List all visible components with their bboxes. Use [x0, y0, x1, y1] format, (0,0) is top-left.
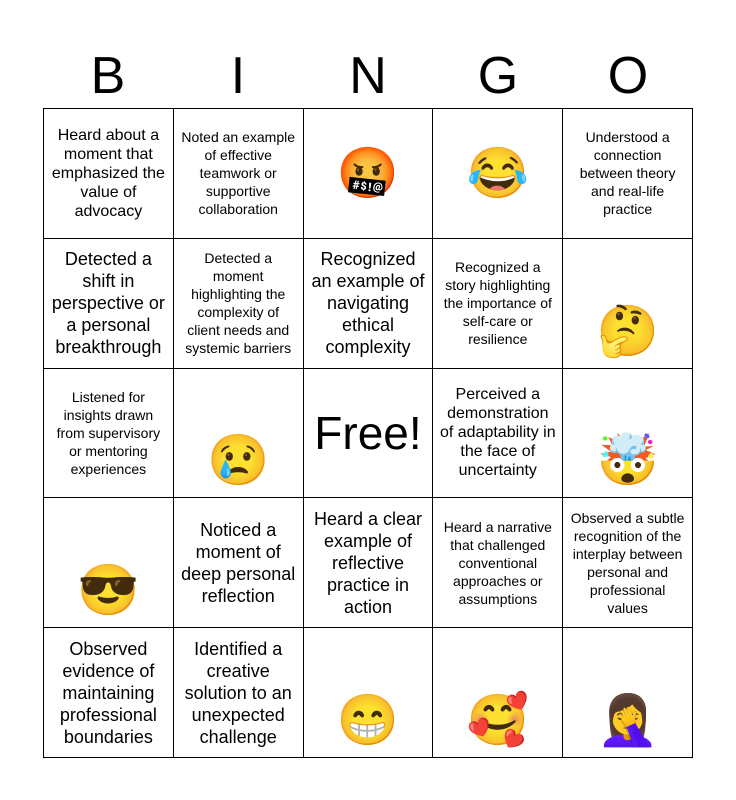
bingo-header — [43, 44, 693, 108]
bingo-cell[interactable] — [563, 109, 693, 239]
header-letter-i: I — [230, 47, 246, 105]
facepalm-icon: 🤦‍♀️ — [596, 692, 659, 748]
cursing-face-icon: 🤬 — [336, 145, 400, 202]
bingo-cell[interactable] — [174, 498, 304, 628]
tears-of-joy-icon: 😂 — [466, 145, 529, 202]
bingo-cell-label: Identified a creative solution to an unexpected challenge — [184, 638, 292, 747]
bingo-cell[interactable] — [433, 369, 563, 499]
bingo-cell-label: Observed a subtle recognition of the interplay between personal and professional values — [570, 509, 685, 616]
bingo-cell[interactable] — [174, 628, 304, 758]
bingo-cell[interactable] — [44, 369, 174, 499]
bingo-cell-label: Observed evidence of maintaining professional boundaries — [59, 638, 157, 747]
bingo-cell-label: Noticed a moment of deep personal reflection — [181, 519, 296, 606]
bingo-cell-label: Perceived a demonstration of adaptability in the face of uncertainty — [439, 386, 556, 480]
smiling-face-hearts-icon: 🥰 — [466, 692, 529, 748]
sunglasses-face-icon: 😎 — [77, 562, 140, 619]
bingo-cell-emoji[interactable] — [304, 628, 434, 758]
bingo-cell-label: Listened for insights drawn from supervisory or mentoring experiences — [56, 388, 161, 477]
bingo-cell[interactable] — [44, 628, 174, 758]
bingo-cell-emoji[interactable] — [304, 109, 434, 239]
bingo-cell-free[interactable] — [304, 369, 434, 499]
bingo-cell[interactable] — [44, 239, 174, 369]
bingo-cell[interactable] — [433, 498, 563, 628]
bingo-cell-emoji[interactable] — [433, 628, 563, 758]
bingo-cell[interactable] — [44, 109, 174, 239]
bingo-cell-label: Recognized a story highlighting the importance of self-care or resilience — [443, 259, 552, 348]
header-letter-o: O — [607, 47, 649, 105]
header-letter-b: B — [90, 47, 126, 105]
bingo-cell[interactable] — [174, 239, 304, 369]
grinning-face-icon: 😁 — [336, 692, 400, 748]
bingo-cell-label: Noted an example of effective teamwork or supportive collaboration — [181, 129, 296, 218]
bingo-cell[interactable] — [433, 239, 563, 369]
thinking-face-icon: 🤔 — [596, 302, 659, 359]
bingo-cell-emoji[interactable] — [563, 239, 693, 369]
bingo-cell[interactable] — [304, 239, 434, 369]
bingo-cell-label: Heard a clear example of reflective practice in action — [313, 508, 423, 617]
header-letter-g: G — [477, 47, 519, 105]
bingo-cell[interactable] — [304, 498, 434, 628]
bingo-cell-label: Heard a narrative that challenged conventional approaches or assumptions — [443, 518, 552, 607]
bingo-cell[interactable] — [174, 109, 304, 239]
crying-face-icon: 😢 — [207, 432, 270, 489]
bingo-grid — [43, 108, 693, 758]
bingo-cell-emoji[interactable] — [563, 369, 693, 499]
bingo-cell-label: Detected a shift in perspective or a personal breakthrough — [51, 249, 165, 358]
bingo-cell-label: Heard about a moment that emphasized the value of advocacy — [51, 126, 165, 220]
bingo-cell-label: Understood a connection between theory and real-life practice — [579, 129, 676, 218]
bingo-cell-label: Detected a moment highlighting the complexity of client needs and systemic barriers — [185, 250, 292, 357]
bingo-cell[interactable] — [563, 498, 693, 628]
bingo-cell-emoji[interactable] — [44, 498, 174, 628]
bingo-cell-emoji[interactable] — [563, 628, 693, 758]
bingo-cell-label: Recognized an example of navigating ethical complexity — [311, 249, 425, 358]
bingo-cell-emoji[interactable] — [433, 109, 563, 239]
free-space-label: Free! — [314, 406, 422, 459]
header-letter-n: N — [349, 47, 387, 105]
bingo-cell-emoji[interactable] — [174, 369, 304, 499]
exploding-head-icon: 🤯 — [596, 432, 659, 489]
